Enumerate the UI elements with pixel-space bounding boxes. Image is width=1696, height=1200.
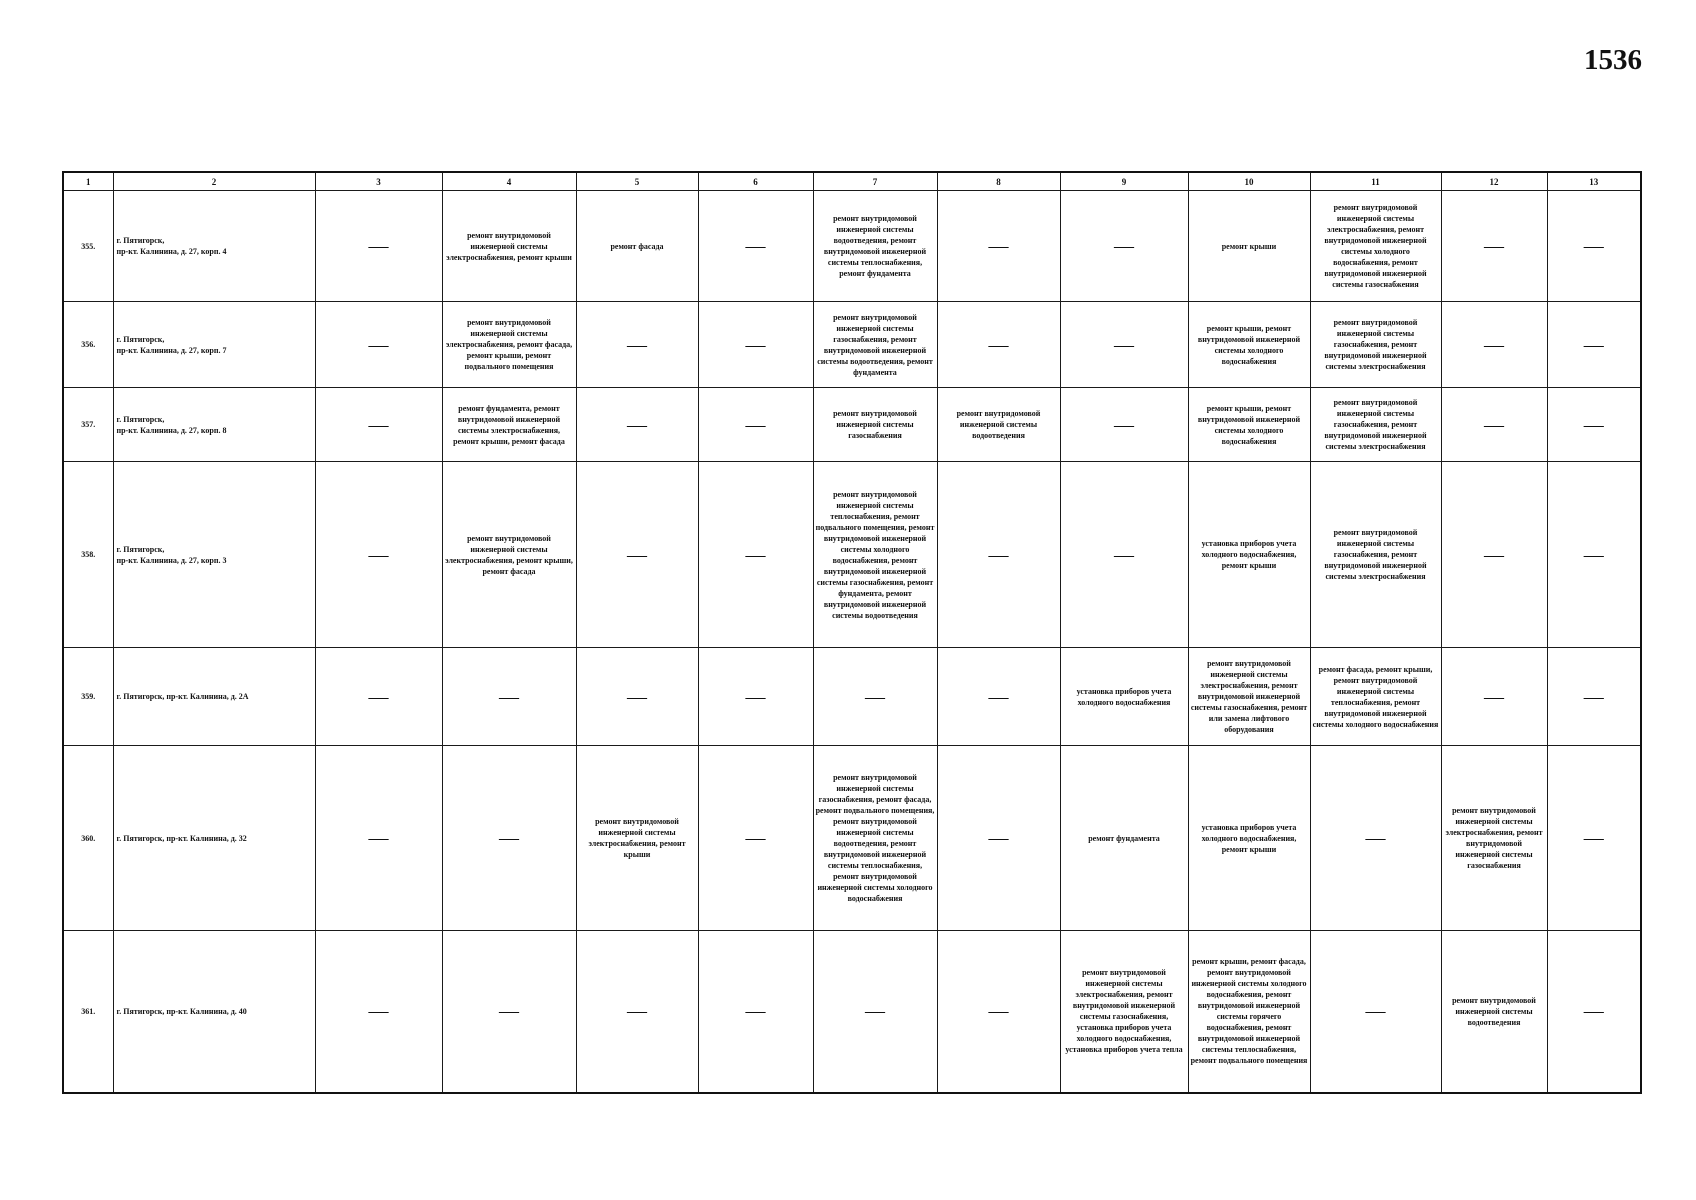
table-cell: ремонт внутридомовой инженерной системы газоснабжения, ремонт внутридомовой инженерной системы электроснабжения bbox=[1310, 302, 1441, 388]
column-header: 11 bbox=[1310, 172, 1441, 191]
table-cell: ремонт внутридомовой инженерной системы газоснабжения bbox=[813, 388, 937, 462]
repair-schedule-table bbox=[62, 171, 1642, 1094]
table-cell: — bbox=[442, 648, 576, 746]
table-cell: ремонт фундамента bbox=[1060, 746, 1188, 931]
table-cell: — bbox=[315, 302, 442, 388]
table-cell: — bbox=[937, 746, 1060, 931]
table-cell: — bbox=[1060, 302, 1188, 388]
table-cell: — bbox=[1060, 462, 1188, 648]
table-cell: — bbox=[813, 931, 937, 1093]
table-cell: ремонт внутридомовой инженерной системы электроснабжения, ремонт крыши bbox=[576, 746, 698, 931]
table-cell: ремонт внутридомовой инженерной системы водоотведения bbox=[1441, 931, 1547, 1093]
table-cell: — bbox=[937, 648, 1060, 746]
table-cell: ремонт внутридомовой инженерной системы электроснабжения, ремонт крыши bbox=[442, 191, 576, 302]
table-row bbox=[63, 931, 1641, 1093]
table-cell: — bbox=[1547, 746, 1641, 931]
table-cell: — bbox=[576, 302, 698, 388]
table-cell: — bbox=[1547, 191, 1641, 302]
table-cell: ремонт фундамента, ремонт внутридомовой инженерной системы электроснабжения, ремонт крыши, ремонт фасада bbox=[442, 388, 576, 462]
table-cell: — bbox=[1310, 746, 1441, 931]
table-row bbox=[63, 462, 1641, 648]
row-number: 359. bbox=[63, 648, 113, 746]
table-row bbox=[63, 648, 1641, 746]
table-cell: — bbox=[698, 302, 813, 388]
table-cell: — bbox=[1441, 648, 1547, 746]
table-cell: — bbox=[315, 648, 442, 746]
table-cell: — bbox=[315, 462, 442, 648]
table-cell: ремонт внутридомовой инженерной системы электроснабжения, ремонт внутридомовой инженерной системы газоснабжения, установка приборов учета холодного водоснабжения, установка приборов учета тепла bbox=[1060, 931, 1188, 1093]
table-cell: ремонт крыши, ремонт внутридомовой инженерной системы холодного водоснабжения bbox=[1188, 388, 1310, 462]
table-row bbox=[63, 746, 1641, 931]
table-cell: — bbox=[937, 191, 1060, 302]
address: г. Пятигорск, пр-кт. Калинина, д. 2А bbox=[113, 648, 315, 746]
table-cell: — bbox=[442, 931, 576, 1093]
table-cell: установка приборов учета холодного водоснабжения, ремонт крыши bbox=[1188, 462, 1310, 648]
row-number: 357. bbox=[63, 388, 113, 462]
table-cell: ремонт внутридомовой инженерной системы электроснабжения, ремонт крыши, ремонт фасада bbox=[442, 462, 576, 648]
table-cell: ремонт внутридомовой инженерной системы электроснабжения, ремонт внутридомовой инженерной системы газоснабжения bbox=[1441, 746, 1547, 931]
table-cell: — bbox=[937, 931, 1060, 1093]
table-cell: — bbox=[315, 388, 442, 462]
table-cell: ремонт внутридомовой инженерной системы газоснабжения, ремонт фасада, ремонт подвального помещения, ремонт внутридомовой инженерной системы водоотведения, ремонт внутридомовой инженерной системы теплоснабжения, ремонт внутридомовой инженерной системы холодного водоснабжения bbox=[813, 746, 937, 931]
address: г. Пятигорск, пр-кт. Калинина, д. 27, корп. 4 bbox=[113, 191, 315, 302]
table-cell: — bbox=[698, 462, 813, 648]
column-header: 7 bbox=[813, 172, 937, 191]
table-cell: ремонт внутридомовой инженерной системы газоснабжения, ремонт внутридомовой инженерной системы электроснабжения bbox=[1310, 462, 1441, 648]
table-cell: — bbox=[1441, 462, 1547, 648]
table-cell: — bbox=[1547, 388, 1641, 462]
table-cell: ремонт внутридомовой инженерной системы электроснабжения, ремонт фасада, ремонт крыши, ремонт подвального помещения bbox=[442, 302, 576, 388]
table-cell: ремонт внутридомовой инженерной системы водоотведения bbox=[937, 388, 1060, 462]
column-header: 9 bbox=[1060, 172, 1188, 191]
address: г. Пятигорск, пр-кт. Калинина, д. 27, корп. 7 bbox=[113, 302, 315, 388]
table-cell: ремонт внутридомовой инженерной системы газоснабжения, ремонт внутридомовой инженерной системы электроснабжения bbox=[1310, 388, 1441, 462]
column-header: 1 bbox=[63, 172, 113, 191]
table-cell: — bbox=[442, 746, 576, 931]
table-cell: — bbox=[1060, 388, 1188, 462]
table-row bbox=[63, 302, 1641, 388]
table-cell: установка приборов учета холодного водоснабжения bbox=[1060, 648, 1188, 746]
column-header: 12 bbox=[1441, 172, 1547, 191]
column-header: 3 bbox=[315, 172, 442, 191]
table-cell: ремонт фасада, ремонт крыши, ремонт внутридомовой инженерной системы теплоснабжения, ремонт внутридомовой инженерной системы холодного водоснабжения bbox=[1310, 648, 1441, 746]
column-header: 6 bbox=[698, 172, 813, 191]
row-number: 356. bbox=[63, 302, 113, 388]
table-cell: ремонт внутридомовой инженерной системы водоотведения, ремонт внутридомовой инженерной системы теплоснабжения, ремонт фундамента bbox=[813, 191, 937, 302]
column-header: 13 bbox=[1547, 172, 1641, 191]
column-header: 10 bbox=[1188, 172, 1310, 191]
table-cell: — bbox=[1547, 648, 1641, 746]
address: г. Пятигорск, пр-кт. Калинина, д. 27, корп. 8 bbox=[113, 388, 315, 462]
table-cell: ремонт внутридомовой инженерной системы электроснабжения, ремонт внутридомовой инженерной системы холодного водоснабжения, ремонт внутридомовой инженерной системы газоснабжения bbox=[1310, 191, 1441, 302]
header-row bbox=[63, 172, 1641, 191]
table-cell: ремонт крыши, ремонт внутридомовой инженерной системы холодного водоснабжения bbox=[1188, 302, 1310, 388]
row-number: 361. bbox=[63, 931, 113, 1093]
address: г. Пятигорск, пр-кт. Калинина, д. 32 bbox=[113, 746, 315, 931]
table-row bbox=[63, 191, 1641, 302]
address: г. Пятигорск, пр-кт. Калинина, д. 27, корп. 3 bbox=[113, 462, 315, 648]
table-cell: установка приборов учета холодного водоснабжения, ремонт крыши bbox=[1188, 746, 1310, 931]
table-cell: ремонт крыши, ремонт фасада, ремонт внутридомовой инженерной системы холодного водоснабжения, ремонт внутридомовой инженерной системы горячего водоснабжения, ремонт внутридомовой инженерной системы теплоснабжения, ремонт подвального помещения bbox=[1188, 931, 1310, 1093]
table-cell: ремонт внутридомовой инженерной системы газоснабжения, ремонт внутридомовой инженерной системы водоотведения, ремонт фундамента bbox=[813, 302, 937, 388]
table-cell: — bbox=[1060, 191, 1188, 302]
table-cell: — bbox=[1441, 302, 1547, 388]
table-cell: — bbox=[1547, 302, 1641, 388]
table-cell: — bbox=[937, 302, 1060, 388]
table-cell: ремонт крыши bbox=[1188, 191, 1310, 302]
table-cell: — bbox=[698, 931, 813, 1093]
table-cell: — bbox=[698, 191, 813, 302]
table-cell: — bbox=[698, 388, 813, 462]
column-header: 2 bbox=[113, 172, 315, 191]
table-cell: — bbox=[576, 462, 698, 648]
column-header: 4 bbox=[442, 172, 576, 191]
table-cell: — bbox=[1441, 191, 1547, 302]
table-cell: — bbox=[576, 388, 698, 462]
row-number: 358. bbox=[63, 462, 113, 648]
table-cell: — bbox=[576, 931, 698, 1093]
row-number: 360. bbox=[63, 746, 113, 931]
column-header: 8 bbox=[937, 172, 1060, 191]
table-cell: ремонт внутридомовой инженерной системы теплоснабжения, ремонт подвального помещения, ремонт внутридомовой инженерной системы холодного водоснабжения, ремонт внутридомовой инженерной системы газоснабжения, ремонт фундамента, ремонт внутридомовой инженерной системы водоотведения bbox=[813, 462, 937, 648]
table-cell: — bbox=[1310, 931, 1441, 1093]
table-cell: — bbox=[937, 462, 1060, 648]
address: г. Пятигорск, пр-кт. Калинина, д. 40 bbox=[113, 931, 315, 1093]
row-number: 355. bbox=[63, 191, 113, 302]
table-cell: — bbox=[698, 746, 813, 931]
table-row bbox=[63, 388, 1641, 462]
table-cell: — bbox=[315, 191, 442, 302]
table-cell: ремонт фасада bbox=[576, 191, 698, 302]
table-cell: ремонт внутридомовой инженерной системы электроснабжения, ремонт внутридомовой инженерной системы газоснабжения, ремонт или замена лифтового оборудования bbox=[1188, 648, 1310, 746]
table-cell: — bbox=[1441, 388, 1547, 462]
table-cell: — bbox=[813, 648, 937, 746]
table-cell: — bbox=[1547, 462, 1641, 648]
table-cell: — bbox=[576, 648, 698, 746]
table-cell: — bbox=[315, 746, 442, 931]
column-header: 5 bbox=[576, 172, 698, 191]
page-number: 1536 bbox=[1584, 44, 1642, 76]
table-cell: — bbox=[698, 648, 813, 746]
table-cell: — bbox=[1547, 931, 1641, 1093]
table-cell: — bbox=[315, 931, 442, 1093]
